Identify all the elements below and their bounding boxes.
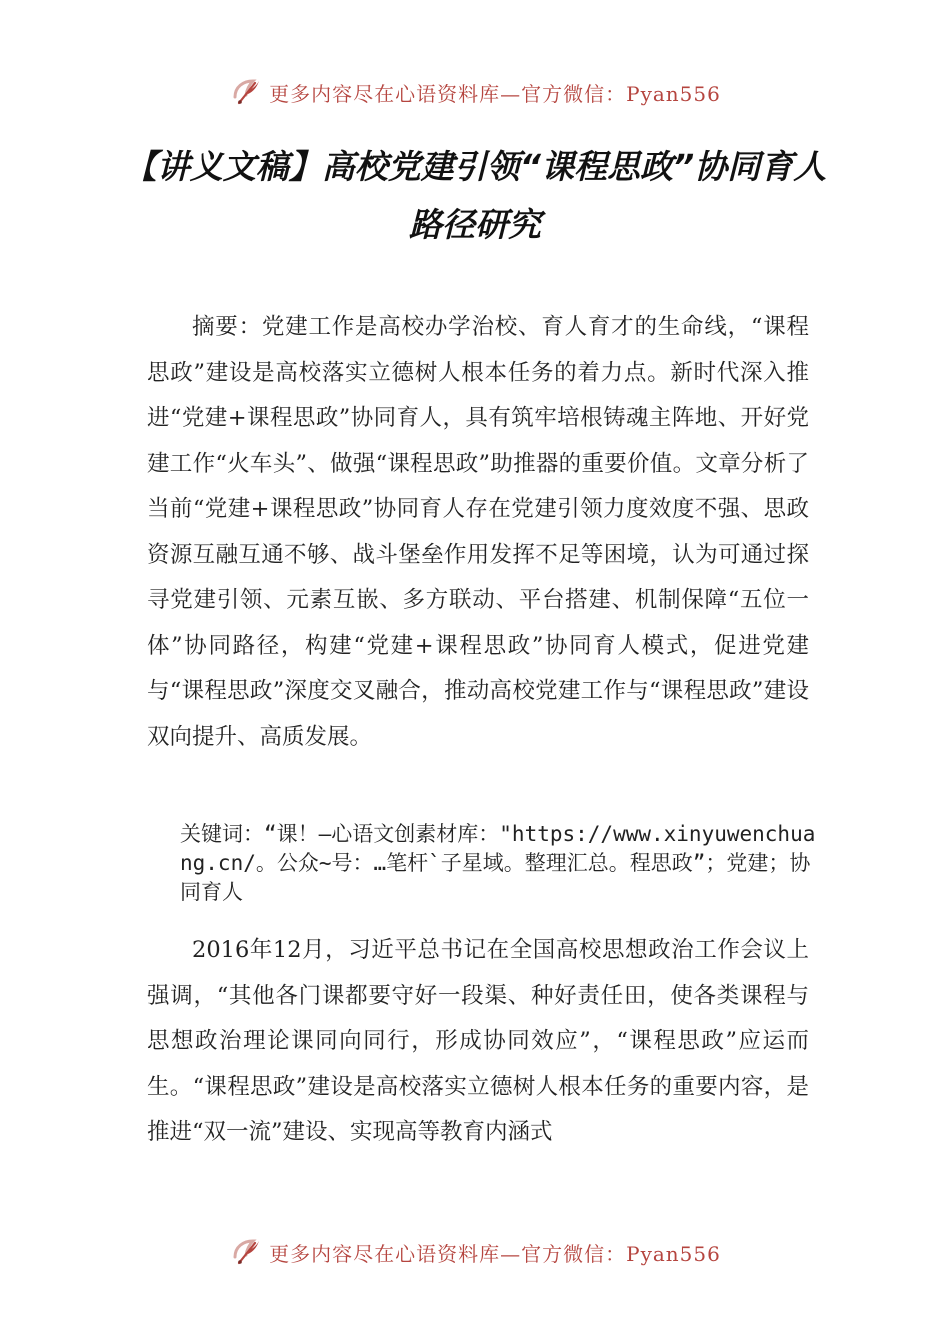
quill-pen-logo-icon bbox=[229, 1235, 263, 1269]
abstract-paragraph: 摘要：党建工作是高校办学治校、育人育才的生命线，“课程思政”建设是高校落实立德树人根本任务的着力点。新时代深入推进“党建+课程思政”协同育人，具有筑牢培根铸魂主阵地、开好党建工作“火车头”、做强“课程思政”助推器的重要价值。文章分析了当前“党建+课程思政”协同育人存在党建引领力度效度不强、思政资源互融互通不够、战斗堡垒作用发挥不足等困境，认为可通过探寻党建引领、元素互嵌、多方联动、平台搭建、机制保障“五位一体”协同路径，构建“党建+课程思政”协同育人模式，促进党建与“课程思政”深度交叉融合，推动高校党建工作与“课程思政”建设双向提升、高质发展。 bbox=[147, 314, 809, 750]
footer-banner bbox=[0, 1230, 950, 1274]
body-paragraph: 2016年12月，习近平总书记在全国高校思想政治工作会议上强调，“其他各门课都要守好一段渠、种好责任田，使各类课程与思想政治理论课同向同行，形成协同效应”，“课程思政”应运而生。“课程思政”建设是高校落实立德树人根本任务的重要内容，是推进“双一流”建设、实现高等教育内涵式 bbox=[147, 937, 809, 1145]
header-banner-text: 更多内容尽在心语资料库—官方微信：Pyan556 bbox=[269, 81, 721, 106]
quill-pen-logo-icon bbox=[229, 75, 263, 109]
footer-banner-text: 更多内容尽在心语资料库—官方微信：Pyan556 bbox=[269, 1241, 721, 1266]
header-banner bbox=[0, 70, 950, 114]
keywords-paragraph: 关键词：“课！—心语文创素材库："https://www.xinyuwenchuang.cn/。公众~号：…笔杆`子星域。整理汇总。程思政”；党建；协同育人 bbox=[180, 822, 816, 904]
document-title: 【讲义文稿】高校党建引领“课程思政”协同育人路径研究 bbox=[123, 147, 827, 244]
